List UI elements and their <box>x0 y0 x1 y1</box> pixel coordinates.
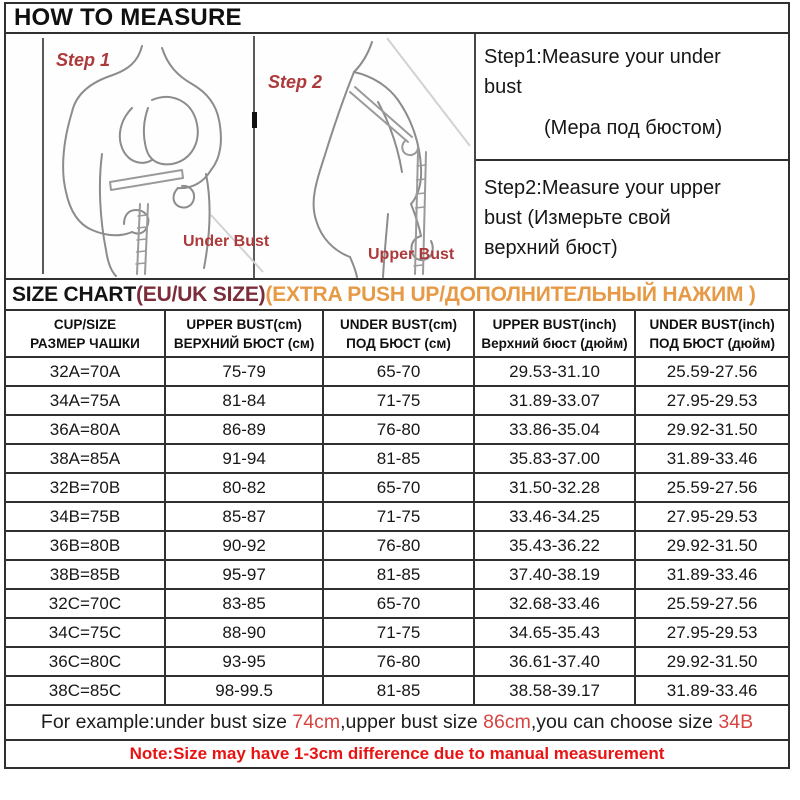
table-cell: 34C=75C <box>5 618 165 647</box>
step1-instruction <box>476 34 788 161</box>
table-cell: 76-80 <box>323 531 474 560</box>
measurement-illustrations <box>6 34 476 278</box>
table-cell: 83-85 <box>165 589 323 618</box>
column-header-ru: ВЕРХНИЙ БЮСТ (см) <box>173 336 315 351</box>
table-cell: 36A=80A <box>5 415 165 444</box>
example-upper-bust-value: 86cm <box>483 711 531 733</box>
table-cell: 38.58-39.17 <box>474 676 636 705</box>
page-title: HOW TO MEASURE <box>14 4 242 31</box>
column-header-en: UPPER BUST(inch) <box>492 317 617 332</box>
table-cell: 32A=70A <box>5 357 165 386</box>
example-text: For example:under bust size <box>40 711 293 733</box>
step1-figure-label: Step 1 <box>56 50 111 70</box>
table-cell: 25.59-27.56 <box>635 473 789 502</box>
note-text: Note:Size may have 1-3cm difference due to manual measurement <box>129 744 665 763</box>
column-header-en: UPPER BUST(cm) <box>186 317 302 332</box>
size-chart-title-extra: (EXTRA PUSH UP/ДОПОЛНИТЕЛЬНЫЙ НАЖИМ ) <box>265 282 756 306</box>
table-cell: 33.46-34.25 <box>474 502 636 531</box>
step2-figure-label: Step 2 <box>268 72 323 92</box>
table-cell: 93-95 <box>165 647 323 676</box>
table-cell: 85-87 <box>165 502 323 531</box>
table-cell: 31.89-33.07 <box>474 386 636 415</box>
table-cell: 81-85 <box>323 560 474 589</box>
table-cell: 36.61-37.40 <box>474 647 636 676</box>
step2-figure <box>314 42 433 277</box>
table-row <box>5 618 789 647</box>
column-header <box>5 310 165 357</box>
table-cell: 32B=70B <box>5 473 165 502</box>
column-header-en: CUP/SIZE <box>53 317 117 332</box>
table-cell: 27.95-29.53 <box>635 618 789 647</box>
table-cell: 29.53-31.10 <box>474 357 636 386</box>
step2-text: Step2:Measure your upper bust (Измерьте свой верхний бюст) <box>484 177 721 259</box>
table-cell: 80-82 <box>165 473 323 502</box>
size-chart-table <box>4 309 790 706</box>
table-cell: 36C=80C <box>5 647 165 676</box>
column-header-ru: ПОД БЮСТ (дюйм) <box>649 336 775 351</box>
table-cell: 27.95-29.53 <box>635 502 789 531</box>
table-cell: 38C=85C <box>5 676 165 705</box>
example-text: ,you can choose size <box>530 711 719 733</box>
column-header <box>474 310 636 357</box>
table-cell: 76-80 <box>323 415 474 444</box>
table-row <box>5 676 789 705</box>
column-header-en: UNDER BUST(cm) <box>340 317 458 332</box>
table-cell: 37.40-38.19 <box>474 560 636 589</box>
table-cell: 34B=75B <box>5 502 165 531</box>
size-chart-title-region: (EU/UK SIZE) <box>136 282 266 306</box>
example-text: ,upper bust size <box>340 711 484 733</box>
table-cell: 31.89-33.46 <box>635 444 789 473</box>
column-header-en: UNDER BUST(inch) <box>649 317 775 332</box>
column-header <box>323 310 474 357</box>
watermark-line <box>387 38 470 146</box>
table-cell: 98-99.5 <box>165 676 323 705</box>
table-cell: 32C=70C <box>5 589 165 618</box>
table-cell: 33.86-35.04 <box>474 415 636 444</box>
table-cell: 34A=75A <box>5 386 165 415</box>
table-cell: 29.92-31.50 <box>635 415 789 444</box>
table-cell: 65-70 <box>323 589 474 618</box>
table-row <box>5 444 789 473</box>
step1-text: Step1:Measure your under bust <box>484 46 721 98</box>
table-row <box>5 589 789 618</box>
table-cell: 91-94 <box>165 444 323 473</box>
table-cell: 81-85 <box>323 676 474 705</box>
column-header-ru: Верхний бюст (дюйм) <box>481 336 628 351</box>
table-cell: 38B=85B <box>5 560 165 589</box>
table-cell: 86-89 <box>165 415 323 444</box>
table-cell: 65-70 <box>323 473 474 502</box>
table-cell: 81-85 <box>323 444 474 473</box>
example-note <box>4 704 790 741</box>
table-body <box>5 357 789 705</box>
table-row <box>5 415 789 444</box>
measurement-note <box>4 739 790 769</box>
table-row <box>5 386 789 415</box>
column-header-ru: РАЗМЕР ЧАШКИ <box>30 336 140 351</box>
table-header <box>5 310 789 357</box>
column-header-ru: ПОД БЮСТ (см) <box>346 336 451 351</box>
step-instructions <box>476 34 788 278</box>
table-row <box>5 560 789 589</box>
table-cell: 27.95-29.53 <box>635 386 789 415</box>
table-row <box>5 647 789 676</box>
table-cell: 36B=80B <box>5 531 165 560</box>
table-cell: 90-92 <box>165 531 323 560</box>
table-cell: 31.50-32.28 <box>474 473 636 502</box>
table-cell: 25.59-27.56 <box>635 357 789 386</box>
table-cell: 29.92-31.50 <box>635 647 789 676</box>
table-row <box>5 357 789 386</box>
table-cell: 71-75 <box>323 618 474 647</box>
step1-subtext: (Мера под бюстом) <box>544 117 723 139</box>
table-cell: 35.83-37.00 <box>474 444 636 473</box>
table-cell: 71-75 <box>323 386 474 415</box>
table-cell: 35.43-36.22 <box>474 531 636 560</box>
table-cell: 31.89-33.46 <box>635 560 789 589</box>
content-frame <box>4 2 790 769</box>
how-to-measure-header <box>4 2 790 34</box>
scan-artifact <box>252 112 257 128</box>
table-cell: 95-97 <box>165 560 323 589</box>
table-cell: 34.65-35.43 <box>474 618 636 647</box>
table-cell: 76-80 <box>323 647 474 676</box>
table-row <box>5 531 789 560</box>
table-cell: 31.89-33.46 <box>635 676 789 705</box>
tape-under-bust <box>110 170 183 274</box>
table-cell: 32.68-33.46 <box>474 589 636 618</box>
measure-section <box>4 32 790 280</box>
table-row <box>5 473 789 502</box>
table-cell: 88-90 <box>165 618 323 647</box>
column-header <box>165 310 323 357</box>
table-cell: 38A=85A <box>5 444 165 473</box>
table-cell: 81-84 <box>165 386 323 415</box>
table-row <box>5 502 789 531</box>
table-cell: 25.59-27.56 <box>635 589 789 618</box>
table-cell: 29.92-31.50 <box>635 531 789 560</box>
table-cell: 65-70 <box>323 357 474 386</box>
table-cell: 71-75 <box>323 502 474 531</box>
under-bust-caption: Under Bust <box>183 233 270 250</box>
table-cell: 75-79 <box>165 357 323 386</box>
step2-instruction <box>476 161 788 278</box>
example-size-value: 34B <box>718 711 754 733</box>
table-header-row <box>5 310 789 357</box>
upper-bust-caption: Upper Bust <box>368 246 455 263</box>
example-under-bust-value: 74cm <box>292 711 341 733</box>
size-chart-title <box>4 278 790 311</box>
size-chart-title-main: SIZE CHART <box>12 282 137 306</box>
column-header <box>635 310 789 357</box>
